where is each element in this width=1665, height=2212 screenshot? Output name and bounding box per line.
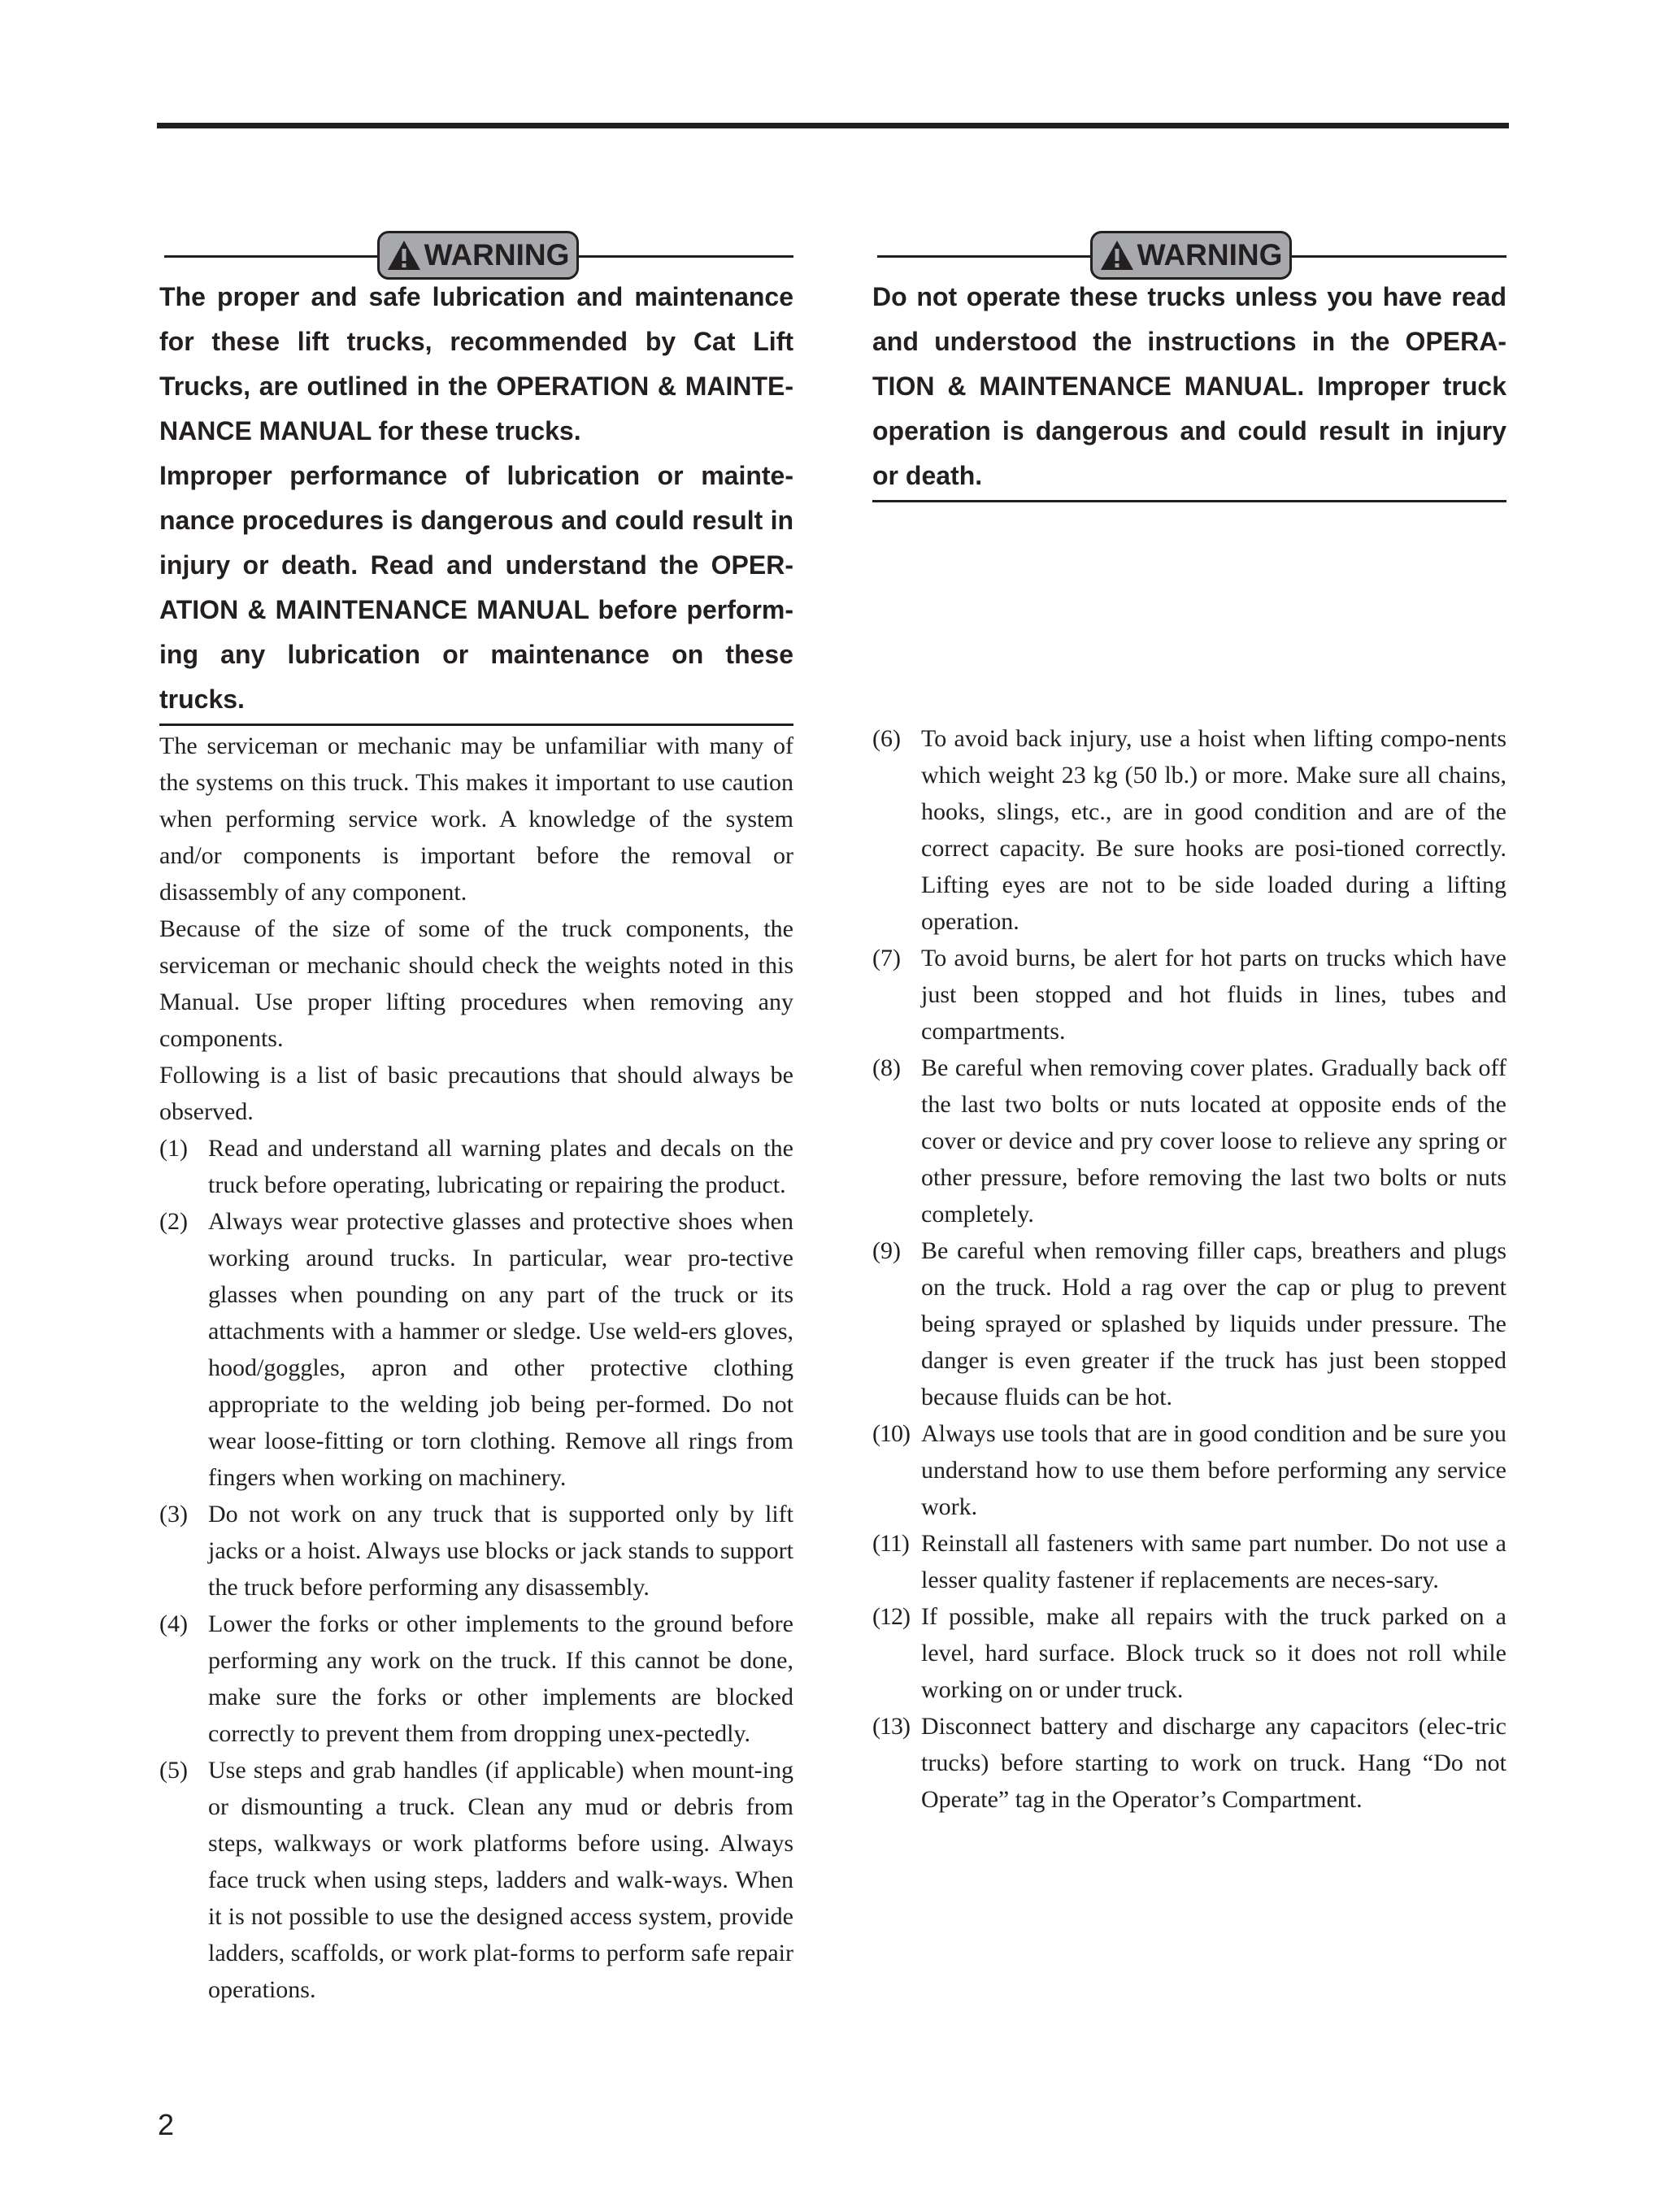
warning-triangle-icon — [387, 240, 421, 271]
precaution-text: Use steps and grab handles (if applicable) when mount-ing or dismounting a truck. Clean any mud or debris from steps, walkways or work platforms before using. Always face truck when using steps, ladders and walk-ways. When it is not possible to use the designed access system, provide ladders, scaffolds, or work plat-forms to perform safe repair operations. — [208, 1757, 793, 2003]
precaution-list — [872, 720, 1506, 1818]
precaution-item — [872, 1232, 1506, 1415]
warning-triangle-icon — [1100, 240, 1134, 271]
precaution-number: (9) — [872, 1237, 901, 1264]
precaution-list — [159, 1130, 793, 2008]
warning-bottom-rule — [872, 500, 1506, 502]
precaution-text: Disconnect battery and discharge any capacitors (elec-tric trucks) before starting to work on truck. Hang “Do not Operate” tag in the Operator’s Compartment. — [921, 1713, 1506, 1813]
precaution-text: To avoid burns, be alert for hot parts on trucks which have just been stopped and hot fluids in lines, tubes and compartments. — [921, 945, 1506, 1045]
warning-bottom-rule — [159, 724, 793, 726]
precaution-number: (3) — [159, 1501, 188, 1528]
warning-box-right — [872, 226, 1506, 502]
precaution-item — [159, 1130, 793, 1203]
warning-label: WARNING — [1137, 238, 1283, 272]
warning-badge — [377, 231, 579, 280]
precaution-text: Reinstall all fasteners with same part number. Do not use a lesser quality fastener if replacements are neces-sary. — [921, 1530, 1506, 1593]
precaution-number: (4) — [159, 1610, 188, 1637]
precaution-text: Always use tools that are in good condition and be sure you understand how to use them before performing any service work. — [921, 1420, 1506, 1520]
precaution-item — [872, 940, 1506, 1050]
precaution-number: (5) — [159, 1757, 188, 1784]
warning-text — [159, 275, 793, 722]
precaution-item — [159, 1606, 793, 1752]
precaution-number: (1) — [159, 1135, 188, 1162]
warning-header — [872, 226, 1506, 286]
right-column — [872, 226, 1506, 1813]
precaution-item — [872, 1415, 1506, 1525]
precaution-number: (13) — [872, 1713, 910, 1740]
warning-box-left — [159, 226, 793, 726]
precaution-item — [872, 720, 1506, 940]
precaution-text: If possible, make all repairs with the truck parked on a level, hard surface. Block truck so it does not roll while working on or under truck. — [921, 1603, 1506, 1703]
warning-paragraph: Improper performance of lubrication or mainte-nance procedures is dangerous and could result in injury or death. Read and understand the OPER-ATION & MAINTENANCE MANUAL before perform-ing any lubrication or maintenance on these trucks. — [159, 461, 793, 714]
precaution-number: (11) — [872, 1530, 909, 1557]
intro-text — [159, 728, 793, 2008]
precaution-item — [872, 1050, 1506, 1232]
intro-paragraph: Because of the size of some of the truck components, the serviceman or mechanic should check the weights noted in this Manual. Use proper lifting procedures when removing any components. — [159, 915, 793, 1052]
precaution-text: Always wear protective glasses and protective shoes when working around trucks. In particular, wear pro-tective glasses when pounding on any part of the truck or its attachments with a hammer or sledge. Use weld-ers gloves, hood/goggles, apron and other protective clothing appropriate to the welding job being per-formed. Do not wear loose-fitting or torn clothing. Remove all rings from fingers when working on machinery. — [208, 1208, 793, 1491]
precaution-item — [159, 1752, 793, 2008]
precaution-number: (12) — [872, 1603, 910, 1630]
precaution-text: Lower the forks or other implements to the ground before performing any work on the truck. If this cannot be done, make sure the forks or other implements are blocked correctly to prevent them from dropping unex-pectedly. — [208, 1610, 793, 1747]
precaution-item — [872, 1525, 1506, 1598]
precaution-text: Be careful when removing filler caps, breathers and plugs on the truck. Hold a rag over the cap or plug to prevent being sprayed or splashed by liquids under pressure. The danger is even greater if the truck has just been stopped because fluids can be hot. — [921, 1237, 1506, 1410]
precaution-number: (8) — [872, 1054, 901, 1081]
precaution-number: (6) — [872, 725, 901, 752]
warning-paragraph: Do not operate these trucks unless you have read and understood the instructions in the OPERA-TION & MAINTENANCE MANUAL. Improper truck operation is dangerous and could result in injury or death. — [872, 282, 1506, 490]
intro-paragraph: Following is a list of basic precautions that should always be observed. — [159, 1062, 793, 1125]
warning-label: WARNING — [424, 238, 570, 272]
warning-text — [872, 275, 1506, 498]
precaution-text: Read and understand all warning plates and decals on the truck before operating, lubricating or repairing the product. — [208, 1135, 793, 1198]
precaution-item — [872, 1708, 1506, 1818]
precaution-text: Do not work on any truck that is supported only by lift jacks or a hoist. Always use blocks or jack stands to support the truck before performing any disassembly. — [208, 1501, 793, 1601]
precaution-text: Be careful when removing cover plates. Gradually back off the last two bolts or nuts located at opposite ends of the cover or device and pry cover loose to relieve any spring or other pressure, before removing the last two bolts or nuts completely. — [921, 1054, 1506, 1228]
precaution-item — [159, 1496, 793, 1606]
precaution-number: (10) — [872, 1420, 910, 1447]
warning-header — [159, 226, 793, 286]
precautions-continued — [872, 720, 1506, 1818]
left-column — [159, 226, 793, 2008]
precaution-number: (2) — [159, 1208, 188, 1235]
page-number: 2 — [158, 2108, 175, 2141]
precaution-number: (7) — [872, 945, 901, 971]
intro-paragraph: The serviceman or mechanic may be unfamiliar with many of the systems on this truck. This makes it important to use caution when performing service work. A knowledge of the system and/or components is important before the removal or disassembly of any component. — [159, 732, 793, 906]
precaution-text: To avoid back injury, use a hoist when lifting compo-nents which weight 23 kg (50 lb.) or more. Make sure all chains, hooks, slings, etc., are in good condition and are of the correct capacity. Be sure hooks are posi-tioned correctly. Lifting eyes are not to be side loaded during a lifting operation. — [921, 725, 1506, 935]
warning-paragraph: The proper and safe lubrication and maintenance for these lift trucks, recommended by Cat Lift Trucks, are outlined in the OPERATION & MAINTE-NANCE MANUAL for these trucks. — [159, 282, 793, 445]
header-rule — [157, 123, 1509, 128]
warning-badge — [1090, 231, 1292, 280]
precaution-item — [159, 1203, 793, 1496]
precaution-item — [872, 1598, 1506, 1708]
